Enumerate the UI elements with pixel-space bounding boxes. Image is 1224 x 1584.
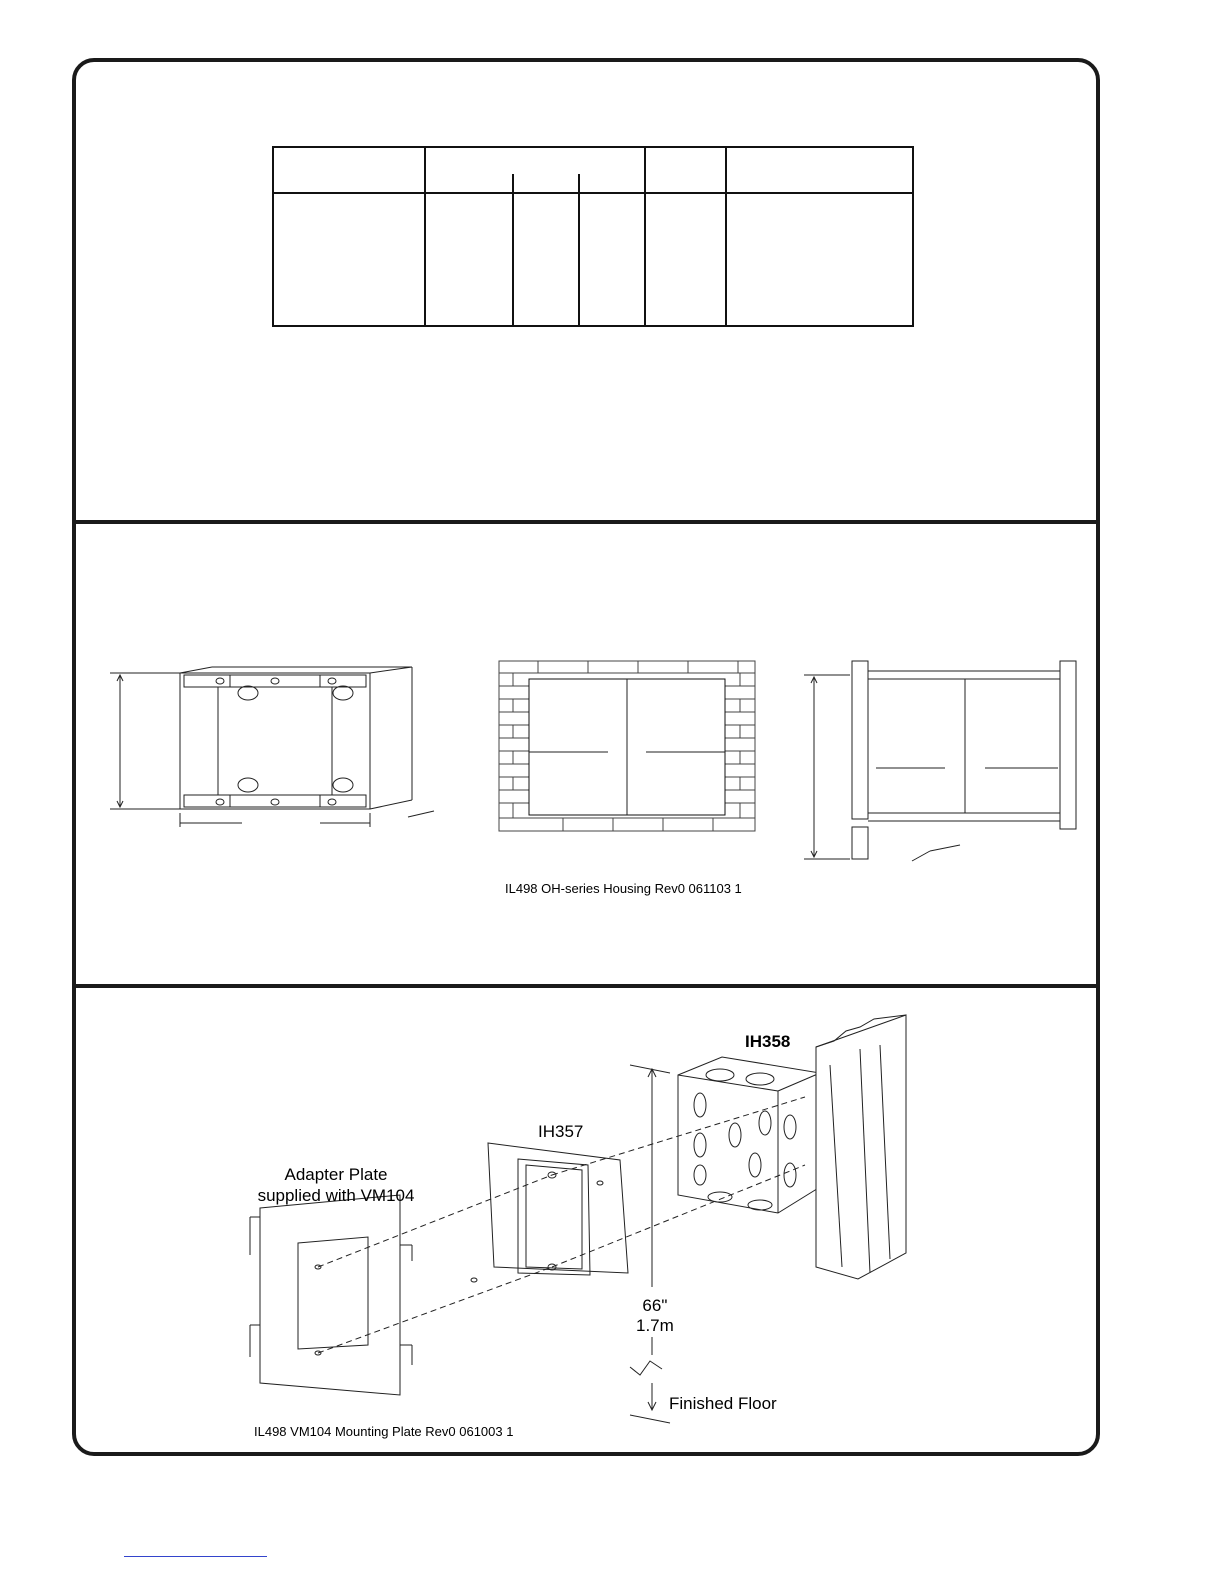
- housing-masonry-drawing: [498, 660, 758, 835]
- adapter-plate-label-line2: supplied with VM104: [257, 1186, 415, 1205]
- table-cell: [273, 193, 425, 326]
- adapter-plate-label-line1: Adapter Plate: [284, 1165, 388, 1184]
- section-divider-1: [72, 520, 1100, 524]
- height-dimension: [630, 1065, 670, 1423]
- adapter-plate: [250, 1195, 412, 1395]
- finished-floor-label: Finished Floor: [669, 1394, 777, 1413]
- height-meters: 1.7m: [636, 1316, 674, 1335]
- subcolumn-line: [512, 194, 514, 325]
- table-row: [273, 193, 913, 326]
- spec-table: [272, 146, 914, 327]
- ih358-label: IH358: [745, 1032, 791, 1051]
- table-header-cell-grouped: [425, 147, 645, 193]
- ih357-label: IH357: [538, 1122, 584, 1141]
- housing-front-drawing: [100, 655, 450, 835]
- table-cell-grouped: [425, 193, 645, 326]
- housing-caption: IL498 OH-series Housing Rev0 061103 1: [505, 881, 742, 896]
- height-inches: 66": [642, 1296, 668, 1315]
- table-header-cell: [726, 147, 913, 193]
- adapter-plate-label: [250, 1164, 422, 1206]
- housing-side-drawing: [800, 655, 1085, 865]
- wall-stud: [816, 1015, 906, 1279]
- table-cell: [645, 193, 726, 326]
- table-header-cell: [645, 147, 726, 193]
- mounting-caption: IL498 VM104 Mounting Plate Rev0 061003 1: [254, 1424, 514, 1439]
- footer-link-underline: [124, 1556, 267, 1557]
- subcolumn-tick: [578, 174, 580, 192]
- subcolumn-tick: [512, 174, 514, 192]
- ih358-box: [678, 1057, 820, 1213]
- table-header-cell: [273, 147, 425, 193]
- ih357-plate: [471, 1143, 628, 1282]
- height-label: [636, 1296, 674, 1336]
- table-cell: [726, 193, 913, 326]
- subcolumn-line: [578, 194, 580, 325]
- section-divider-2: [72, 984, 1100, 988]
- mounting-exploded-drawing: [230, 1005, 950, 1435]
- table-header-row: [273, 147, 913, 193]
